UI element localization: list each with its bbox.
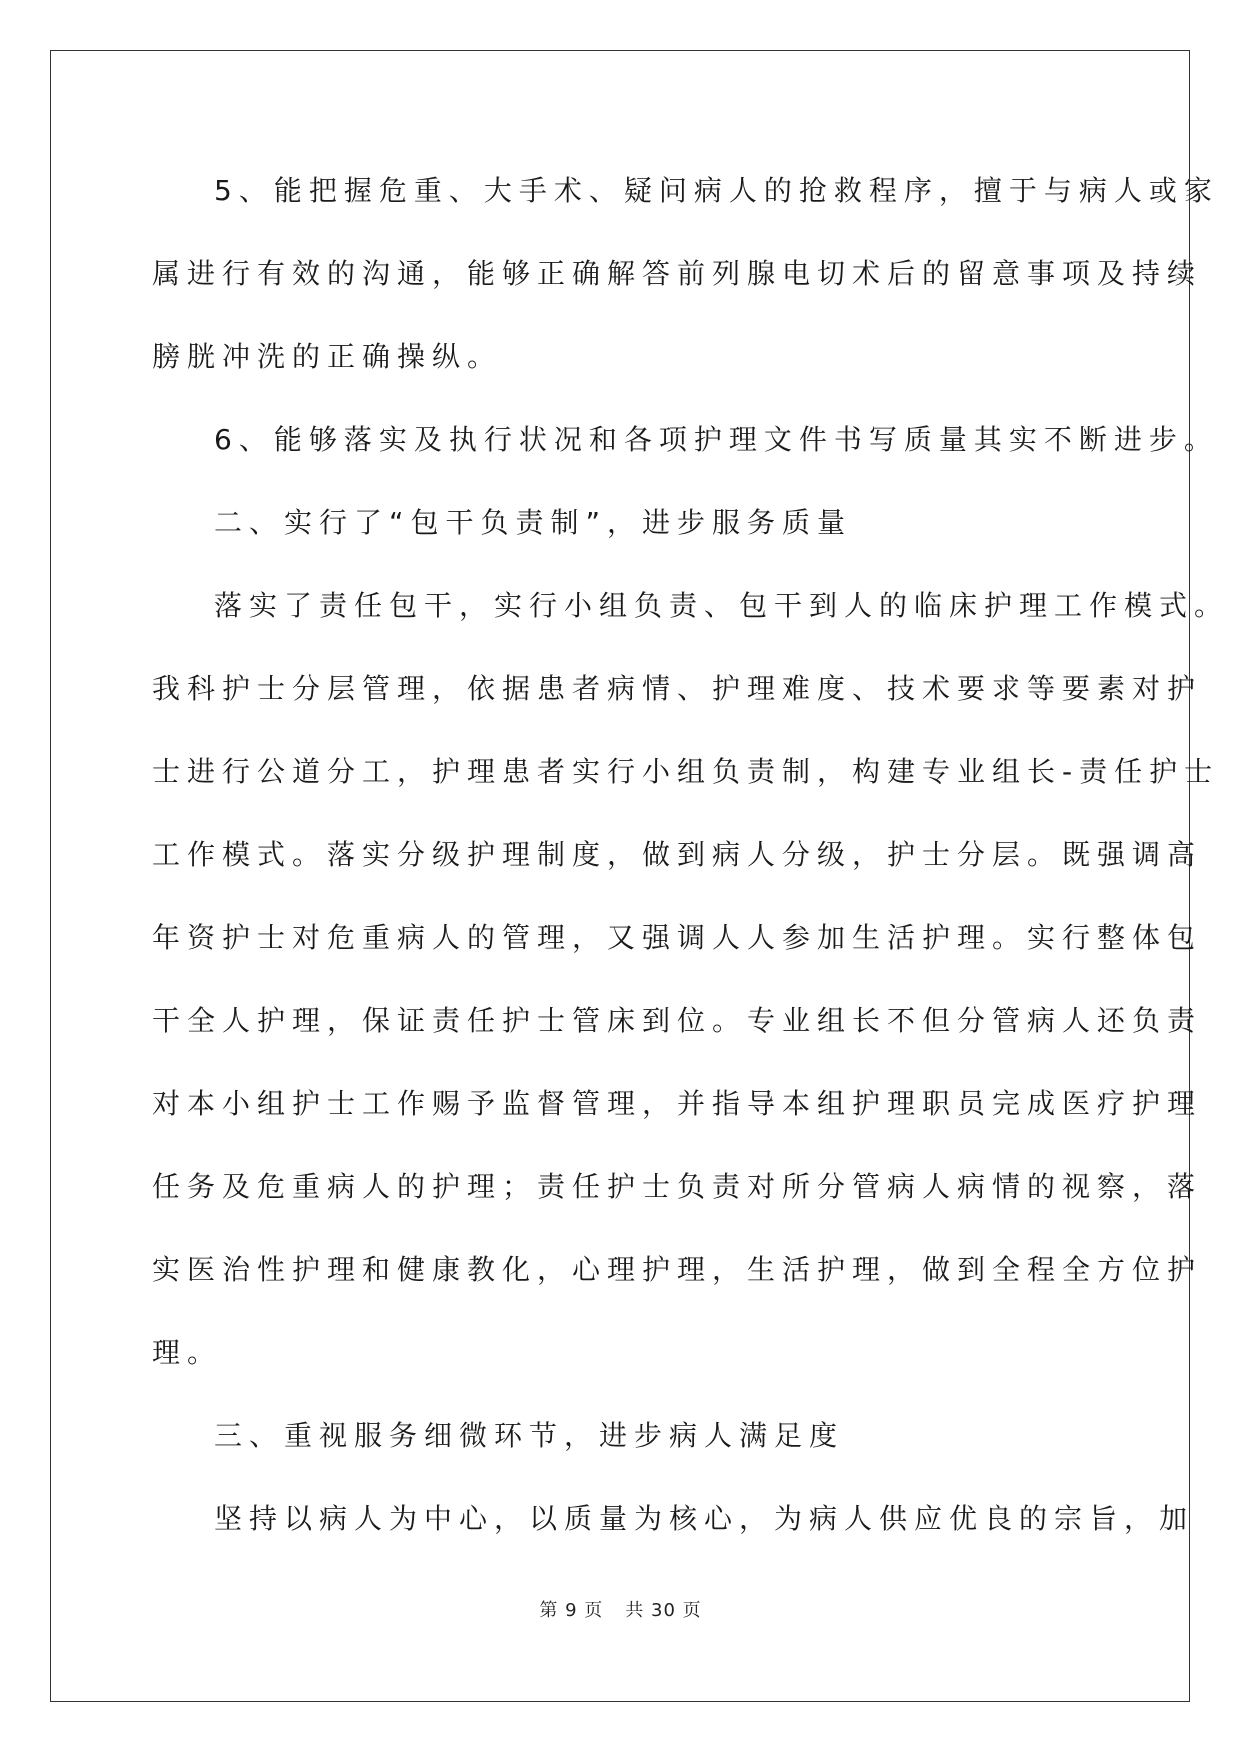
text-line: 5、能把握危重、大手术、疑问病人的抢救程序，擅于与病人或家 [214,174,1219,207]
text-line: 任务及危重病人的护理；责任护士负责对所分管病人病情的视察，落 [152,1170,1203,1203]
text-line: 属进行有效的沟通，能够正确解答前列腺电切术后的留意事项及持续 [152,257,1203,290]
text-line: 年资护士对危重病人的管理，又强调人人参加生活护理。实行整体包 [152,921,1203,954]
text-line: 对本小组护士工作赐予监督管理，并指导本组护理职员完成医疗护理 [152,1087,1203,1120]
text-line: 实医治性护理和健康教化，心理护理，生活护理，做到全程全方位护 [152,1253,1203,1286]
page-footer [0,1596,1241,1622]
text-line: 坚持以病人为中心，以质量为核心，为病人供应优良的宗旨，加 [214,1502,1195,1535]
document-body [152,164,1230,1575]
text-line: 我科护士分层管理，依据患者病情、护理难度、技术要求等要素对护 [152,672,1203,705]
text-line: 理。 [152,1336,223,1369]
text-line: 落实了责任包干，实行小组负责、包干到人的临床护理工作模式。 [214,589,1230,622]
page-number: 第 9 页 [539,1600,604,1621]
text-line: 干全人护理，保证责任护士管床到位。专业组长不但分管病人还负责 [152,1004,1203,1037]
text-line: 工作模式。落实分级护理制度，做到病人分级，护士分层。既强调高 [152,838,1203,871]
section-heading: 二、实行了“包干负责制”，进步服务质量 [214,506,853,539]
page-total: 共 30 页 [625,1600,702,1621]
section-heading: 三、重视服务细微环节，进步病人满足度 [214,1419,845,1452]
text-line: 6、能够落实及执行状况和各项护理文件书写质量其实不断进步。 [214,423,1219,456]
text-line: 士进行公道分工，护理患者实行小组负责制，构建专业组长-责任护士 [152,755,1220,788]
text-line: 膀胱冲洗的正确操纵。 [152,340,503,373]
